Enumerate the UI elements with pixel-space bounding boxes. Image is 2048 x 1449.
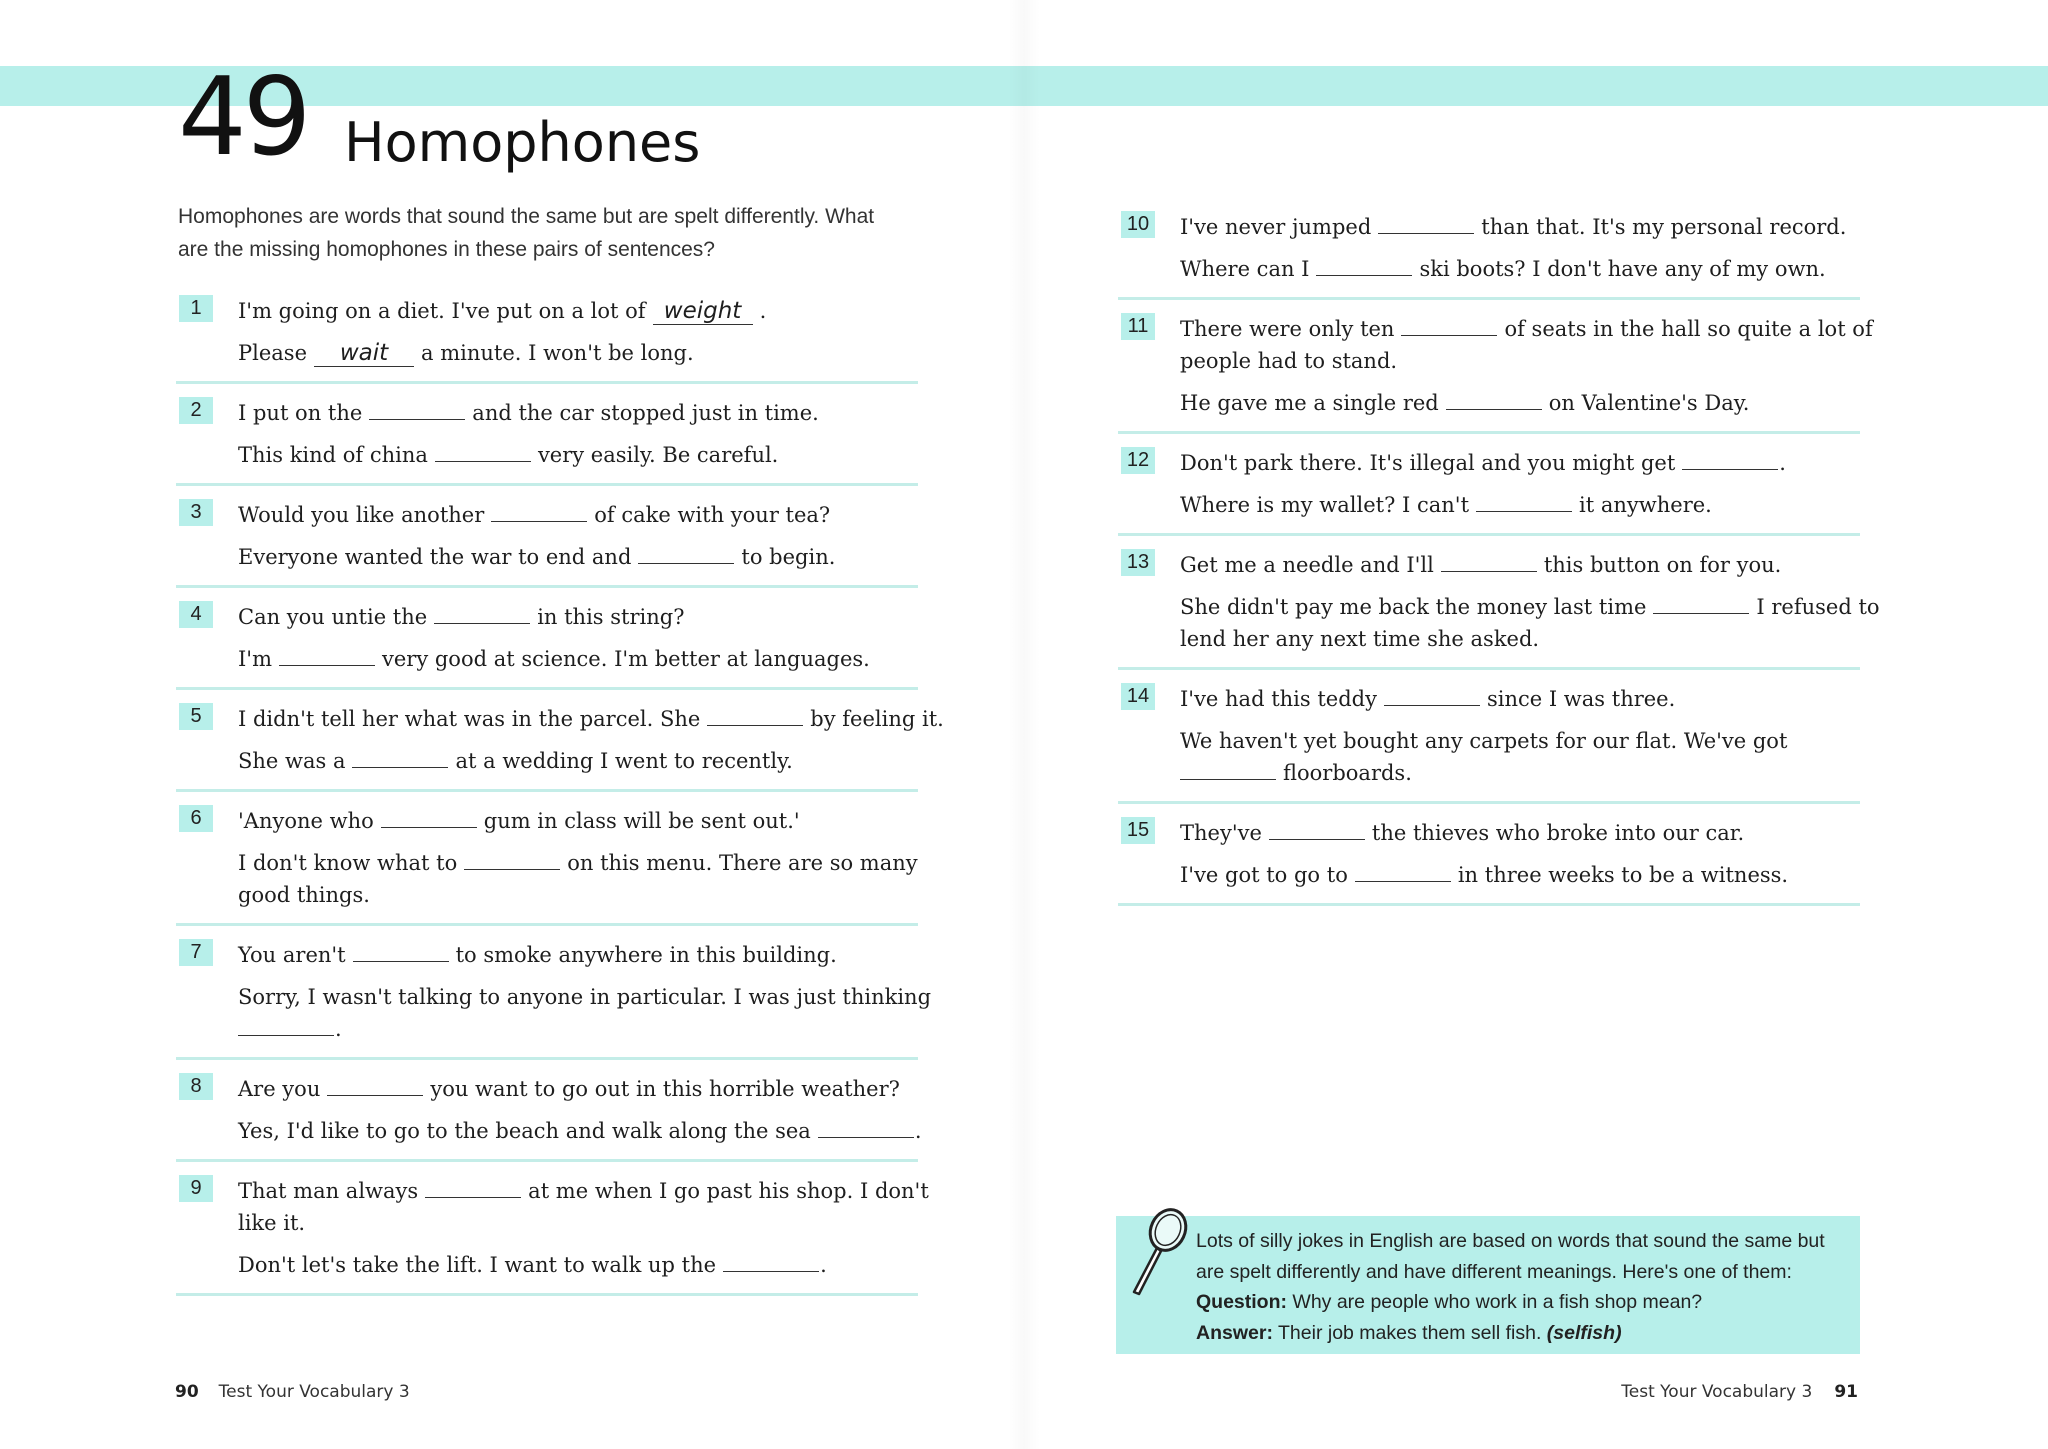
answer-blank[interactable] bbox=[381, 805, 477, 828]
question-3 bbox=[176, 486, 918, 588]
sentence-b: She didn't pay me back the money last time I refused to lend her any next time she asked. bbox=[1180, 591, 1860, 655]
intro-text bbox=[178, 200, 918, 266]
sentence-b: I've got to go to in three weeks to be a witness. bbox=[1180, 859, 1860, 891]
question-1 bbox=[176, 282, 918, 384]
note-line: Lots of silly jokes in English are based on words that sound the same but bbox=[1196, 1230, 1825, 1252]
page-number: 90 bbox=[175, 1382, 199, 1402]
answer-blank[interactable] bbox=[464, 847, 560, 870]
book-title: Test Your Vocabulary 3 bbox=[1621, 1382, 1813, 1402]
intro-line: Homophones are words that sound the same but are spelt differently. What bbox=[178, 205, 875, 228]
answer-blank[interactable] bbox=[353, 939, 449, 962]
sentence-b: Yes, I'd like to go to the beach and walk along the sea . bbox=[238, 1115, 918, 1147]
sentence-a: I didn't tell her what was in the parcel. She by feeling it. bbox=[238, 703, 918, 735]
right-question-column bbox=[1118, 198, 1880, 906]
sentence-b: Don't let's take the lift. I want to walk up the . bbox=[238, 1249, 918, 1281]
note-line: are spelt differently and have different meanings. Here's one of them: bbox=[1196, 1260, 1792, 1283]
sentence-b: Sorry, I wasn't talking to anyone in particular. I was just thinking . bbox=[238, 985, 932, 1041]
question-4 bbox=[176, 588, 918, 690]
sentence-a: I've never jumped than that. It's my personal record. bbox=[1180, 211, 1860, 243]
footer-left bbox=[175, 1382, 410, 1402]
question-number: 4 bbox=[179, 601, 213, 628]
sentence-b: I'm very good at science. I'm better at languages. bbox=[238, 643, 918, 675]
question-13 bbox=[1118, 536, 1880, 670]
question-number: 11 bbox=[1121, 313, 1155, 340]
answer-blank[interactable] bbox=[707, 703, 803, 726]
sentence-b: This kind of china very easily. Be careful. bbox=[238, 439, 918, 471]
sentence-b: Where is my wallet? I can't it anywhere. bbox=[1180, 489, 1860, 521]
book-gutter bbox=[1008, 0, 1040, 1449]
note-answer: Answer: Their job makes them sell fish. (selfish) bbox=[1196, 1321, 1622, 1344]
answer-blank[interactable] bbox=[1355, 859, 1451, 882]
answer-blank[interactable] bbox=[369, 397, 465, 420]
sentence-a: You aren't to smoke anywhere in this building. bbox=[238, 939, 918, 971]
answer-handwritten[interactable]: wait bbox=[314, 340, 414, 367]
sentence-a: Are you you want to go out in this horrible weather? bbox=[238, 1073, 918, 1105]
question-2 bbox=[176, 384, 918, 486]
left-question-column bbox=[176, 282, 944, 1296]
answer-blank[interactable] bbox=[491, 499, 587, 522]
sentence-a: Can you untie the in this string? bbox=[238, 601, 918, 633]
question-number: 8 bbox=[179, 1073, 213, 1100]
question-number: 3 bbox=[179, 499, 213, 526]
sentence-a: I put on the and the car stopped just in time. bbox=[238, 397, 918, 429]
question-9 bbox=[176, 1162, 929, 1296]
answer-blank[interactable] bbox=[1401, 313, 1497, 336]
question-number: 15 bbox=[1121, 817, 1155, 844]
answer-blank[interactable] bbox=[1269, 817, 1365, 840]
answer-blank[interactable] bbox=[1384, 683, 1480, 706]
question-number: 13 bbox=[1121, 549, 1155, 576]
answer-handwritten[interactable]: weight bbox=[653, 298, 753, 325]
answer-blank[interactable] bbox=[327, 1073, 423, 1096]
sentence-a: That man always at me when I go past his shop. I don't like it. bbox=[238, 1175, 918, 1239]
sentence-a: There were only ten of seats in the hall so quite a lot of people had to stand. bbox=[1180, 313, 1860, 377]
answer-blank[interactable] bbox=[279, 643, 375, 666]
question-number: 5 bbox=[179, 703, 213, 730]
joke-note-box bbox=[1116, 1216, 1860, 1354]
question-12 bbox=[1118, 434, 1860, 536]
intro-line: are the missing homophones in these pairs of sentences? bbox=[178, 238, 715, 261]
question-14 bbox=[1118, 670, 1860, 804]
question-6 bbox=[176, 792, 918, 926]
question-11 bbox=[1118, 300, 1873, 434]
answer-blank[interactable] bbox=[1476, 489, 1572, 512]
question-number: 10 bbox=[1121, 211, 1155, 238]
sentence-b: Where can I ski boots? I don't have any of my own. bbox=[1180, 253, 1860, 285]
answer-blank[interactable] bbox=[1682, 447, 1778, 470]
answer-blank[interactable] bbox=[638, 541, 734, 564]
sentence-b: She was a at a wedding I went to recently. bbox=[238, 745, 918, 777]
answer-blank[interactable] bbox=[1316, 253, 1412, 276]
sentence-a: I'm going on a diet. I've put on a lot of weight . bbox=[238, 298, 767, 324]
answer-blank[interactable] bbox=[238, 1013, 334, 1036]
sentence-a: Would you like another of cake with your tea? bbox=[238, 499, 918, 531]
book-title: Test Your Vocabulary 3 bbox=[218, 1382, 410, 1402]
note-question: Question: Why are people who work in a fish shop mean? bbox=[1196, 1291, 1703, 1313]
answer-blank[interactable] bbox=[818, 1115, 914, 1138]
question-number: 2 bbox=[179, 397, 213, 424]
sentence-b: Everyone wanted the war to end and to begin. bbox=[238, 541, 918, 573]
question-7 bbox=[176, 926, 932, 1060]
sentence-a: 'Anyone who gum in class will be sent out.' bbox=[238, 805, 918, 837]
note-text bbox=[1196, 1226, 1836, 1348]
question-15 bbox=[1118, 804, 1860, 906]
answer-blank[interactable] bbox=[434, 601, 530, 624]
answer-blank[interactable] bbox=[1180, 757, 1276, 780]
answer-blank[interactable] bbox=[1441, 549, 1537, 572]
answer-blank[interactable] bbox=[1378, 211, 1474, 234]
sentence-a: Get me a needle and I'll this button on for you. bbox=[1180, 549, 1860, 581]
answer-blank[interactable] bbox=[1446, 387, 1542, 410]
question-number: 7 bbox=[179, 939, 213, 966]
unit-number: 49 bbox=[178, 55, 308, 180]
unit-title: Homophones bbox=[344, 111, 701, 174]
magnifying-glass-icon bbox=[1126, 1204, 1190, 1304]
question-number: 6 bbox=[179, 805, 213, 832]
sentence-b: I don't know what to on this menu. There are so many good things. bbox=[238, 847, 918, 911]
question-number: 1 bbox=[179, 295, 213, 322]
question-5 bbox=[176, 690, 944, 792]
answer-blank[interactable] bbox=[425, 1175, 521, 1198]
sentence-a: They've the thieves who broke into our car. bbox=[1180, 817, 1860, 849]
answer-blank[interactable] bbox=[723, 1249, 819, 1272]
answer-blank[interactable] bbox=[352, 745, 448, 768]
question-number: 14 bbox=[1121, 683, 1155, 710]
sentence-a: Don't park there. It's illegal and you might get . bbox=[1180, 447, 1860, 479]
question-10 bbox=[1118, 198, 1860, 300]
question-number: 12 bbox=[1121, 447, 1155, 474]
answer-blank[interactable] bbox=[435, 439, 531, 462]
sentence-b: Please wait a minute. I won't be long. bbox=[238, 340, 694, 366]
answer-blank[interactable] bbox=[1653, 591, 1749, 614]
question-number: 9 bbox=[179, 1175, 213, 1202]
sentence-b: We haven't yet bought any carpets for our flat. We've got floorboards. bbox=[1180, 729, 1788, 785]
footer-right bbox=[1621, 1382, 1858, 1402]
sentence-a: I've had this teddy since I was three. bbox=[1180, 683, 1860, 715]
question-8 bbox=[176, 1060, 922, 1162]
sentence-b: He gave me a single red on Valentine's Day. bbox=[1180, 387, 1860, 419]
page-number: 91 bbox=[1834, 1382, 1858, 1402]
